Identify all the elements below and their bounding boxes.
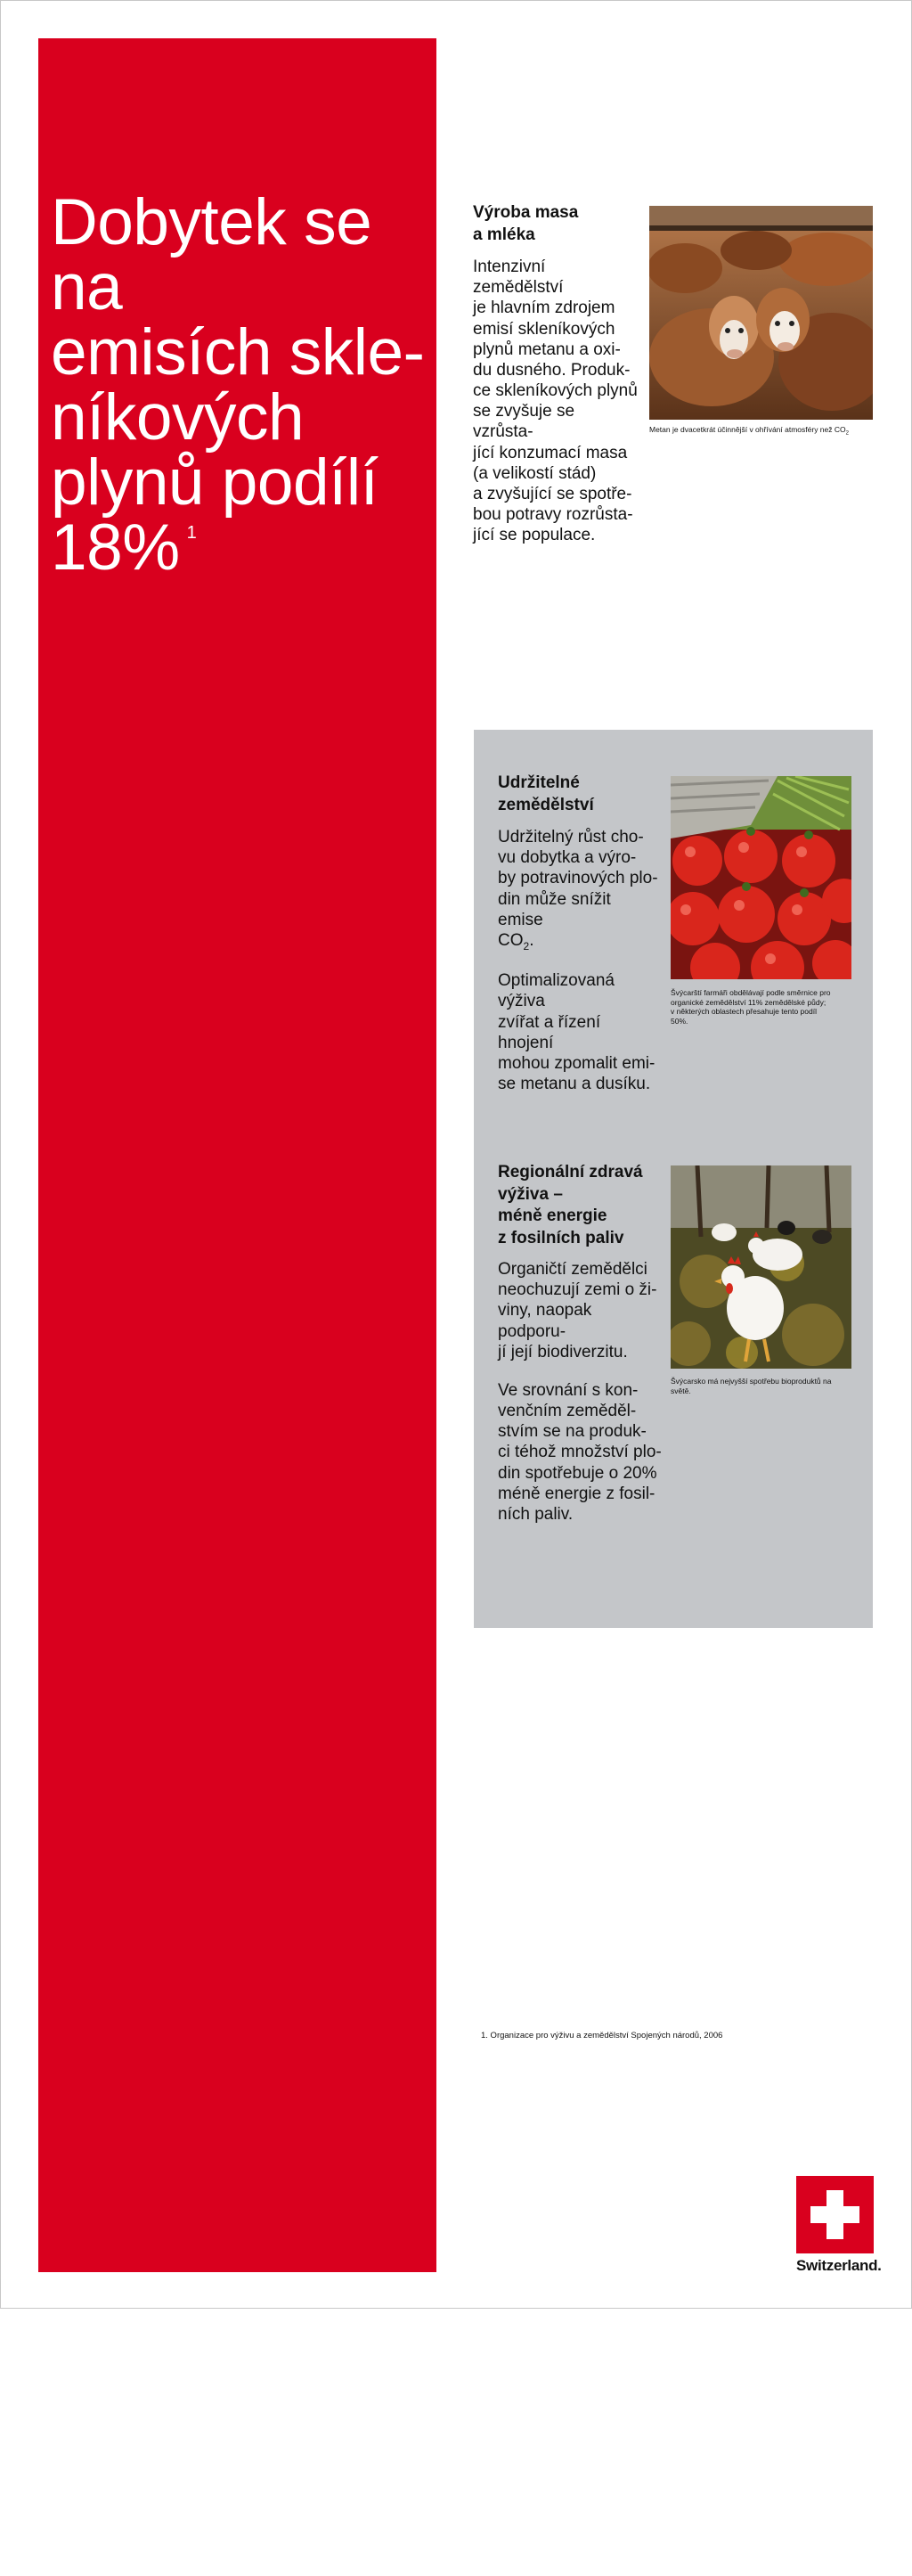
text-line: zvířat a řízení hnojení (498, 1012, 601, 1052)
text-line: Optimalizovaná výživa (498, 971, 615, 1011)
headline-line: Dobytek se na (51, 186, 372, 323)
text-line: ci téhož množství plo- (498, 1443, 662, 1462)
section-text-regional (498, 1259, 663, 1542)
text-line: du dusného. Produk- (473, 360, 631, 380)
text-line: din spotřebuje o 20% (498, 1463, 657, 1483)
text-line: jící se populace. (473, 526, 596, 545)
title-line: Udržitelné (498, 773, 580, 792)
caption-line: 50%. (671, 1016, 688, 1026)
cattle-photo (649, 206, 873, 420)
text-line: bou potravy rozrůsta- (473, 505, 633, 525)
caption-line: v některých oblastech přesahuje tento podíl (671, 1007, 817, 1017)
text-line: je hlavním zdrojem (473, 298, 615, 318)
text-line: (a velikostí stád) (473, 463, 597, 483)
headline-line: níkových (51, 381, 305, 454)
section-title-sustainable (498, 773, 658, 816)
text-line: se metanu a dusíku. (498, 1075, 651, 1094)
text-line: ce skleníkových plynů (473, 381, 638, 401)
tomatoes-photo (671, 776, 851, 979)
section-text-meat-milk (473, 257, 638, 545)
text-line: by potravinových plo- (498, 869, 658, 888)
paragraph (498, 1259, 663, 1362)
text-line: stvím se na produk- (498, 1422, 647, 1442)
chickens-caption (671, 1377, 851, 1395)
title-line: z fosilních paliv (498, 1229, 624, 1248)
text-line: venčním zeměděl- (498, 1402, 637, 1421)
logo-text: Switzerland. (796, 2257, 882, 2274)
headline-line: 18% (51, 511, 180, 584)
red-panel (38, 38, 436, 2272)
text-line: jí její biodiverzitu. (498, 1342, 628, 1362)
gray-panel (474, 730, 873, 1628)
text-line: Organičtí zemědělci (498, 1260, 647, 1279)
text-line: neochuzují zemi o ži- (498, 1280, 657, 1300)
text-line: Ve srovnání s kon- (498, 1380, 639, 1400)
text-line: méně energie z fosil- (498, 1484, 656, 1503)
caption-line: Švýcarští farmáři obdělávají podle směrnice pro (671, 988, 831, 997)
title-line: méně energie (498, 1206, 607, 1226)
paragraph (498, 1380, 663, 1525)
headline-line: plynů podílí (51, 446, 379, 519)
swiss-cross-icon (796, 2176, 874, 2253)
text-line: mohou zpomalit emi- (498, 1053, 656, 1073)
text-line: se zvyšuje se vzrůsta- (473, 402, 575, 442)
footnote-mark: 1 (186, 523, 197, 543)
text-line: emisí skleníkových (473, 319, 615, 339)
text-line: CO (498, 930, 524, 950)
section-title-meat-milk (473, 202, 633, 246)
headline (51, 186, 434, 584)
headline-line: emisích skle- (51, 316, 425, 388)
footnote: 1. Organizace pro výživu a zemědělství Spojených národů, 2006 (481, 2031, 723, 2040)
caption-text: Metan je dvacetkrát účinnější v ohřívání atmosféry než CO (649, 425, 846, 434)
text-line: ních paliv. (498, 1504, 574, 1524)
text-line: Intenzivní zemědělství (473, 258, 564, 298)
text-line: viny, naopak podporu- (498, 1301, 592, 1341)
text-line: plynů metanu a oxi- (473, 339, 621, 359)
title-line: Regionální zdravá (498, 1163, 643, 1182)
text-line: vu dobytka a výro- (498, 848, 637, 868)
title-line: zemědělství (498, 795, 594, 814)
caption-subscript: 2 (845, 430, 849, 437)
chickens-photo (671, 1165, 851, 1369)
caption-line: Švýcarsko má nejvyšší spotřebu bioproduktů na (671, 1377, 832, 1386)
title-line: a mléka (473, 225, 535, 244)
tomatoes-caption (671, 988, 851, 1026)
text-line: a zvyšující se spotře- (473, 484, 632, 503)
paragraph (498, 970, 658, 1094)
text-line: Udržitelný růst cho- (498, 828, 644, 846)
text-line: jící konzumací masa (473, 443, 628, 462)
cattle-caption (649, 425, 873, 438)
caption-line: světě. (671, 1386, 691, 1395)
paragraph (498, 827, 658, 953)
section-text-sustainable (498, 827, 658, 1112)
caption-line: organické zemědělství 11% zemědělské půdy; (671, 997, 826, 1007)
switzerland-logo (796, 2176, 882, 2275)
section-title-regional (498, 1162, 667, 1250)
text-end: . (529, 930, 534, 950)
title-line: výživa – (498, 1184, 563, 1204)
title-line: Výroba masa (473, 203, 579, 222)
text-line: din může snížit emise (498, 889, 611, 929)
subscript: 2 (523, 939, 530, 953)
